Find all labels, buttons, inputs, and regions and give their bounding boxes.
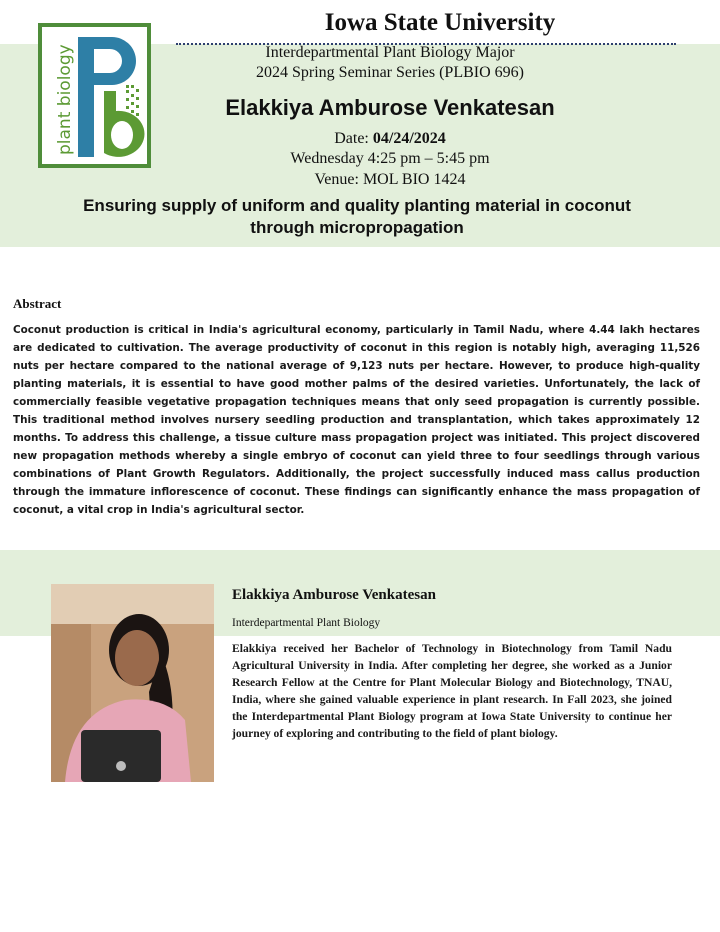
talk-title-line: Ensuring supply of uniform and quality planting material in coconut (83, 196, 631, 215)
seminar-venue: Venue: MOL BIO 1424 (314, 171, 466, 188)
seminar-time: Wednesday 4:25 pm – 5:45 pm (290, 150, 490, 167)
bio-body: Elakkiya received her Bachelor of Technology in Biotechnology from Tamil Nadu Agricultural University in India. After completing her degree, she worked as a Junior Research Fellow at the Centre for Plant Molecular Biology and Biotechnology, TNAU, India, where she gained valuable experience in plant research. In Fall 2023, she joined the Interdepartmental Plant Biology program at Iowa State University to continue her journey of exploring and contributing to the field of plant biology. (232, 642, 672, 740)
university-name: Iowa State University (324, 9, 556, 36)
bio-department: Interdepartmental Plant Biology (232, 617, 381, 629)
date-label: Date: (334, 130, 373, 147)
abstract-body: Coconut production is critical in India's agricultural economy, particularly in Tamil Nadu, where 4.44 lakh hectares are dedicated to cultivation. The average productivity of coconut in this region is notably high, averaging 11,526 nuts per hectare compared to the national average of 9,123 nuts per hectare. However, to produce high-quality planting materials, it is essential to have good mother palms of the desired varieties. Unfortunately, the lack of commercially feasible vegetative propagation techniques means that only seed propagation is currently possible. This traditional method involves nursery seedling production and transplantation, which takes approximately 12 months. To address this challenge, a tissue culture mass propagation project was initiated. This project discovered new propagation methods whereby a single embryo of coconut can yield three to four seedlings through various combinations of Plant Growth Regulators. Additionally, the project successfully induced mass callus production through the immature inflorescence of coconut. These findings can significantly enhance the mass propagation of coconut, a vital crop in India's agricultural sector. (13, 324, 700, 516)
talk-title-line: through micropropagation (250, 218, 464, 237)
speaker-photo (51, 584, 214, 782)
speaker-portrait-icon (51, 584, 214, 782)
major-name: Interdepartmental Plant Biology Major (265, 44, 515, 61)
seminar-date (160, 130, 620, 148)
abstract-heading: Abstract (13, 296, 62, 311)
pb-logo-icon (42, 27, 147, 164)
date-value: 04/24/2024 (372, 130, 446, 147)
talk-title (0, 195, 714, 239)
bio-speaker-name: Elakkiya Amburose Venkatesan (232, 587, 436, 603)
seminar-series: 2024 Spring Seminar Series (PLBIO 696) (256, 64, 524, 81)
speaker-name: Elakkiya Amburose Venkatesan (225, 95, 555, 120)
svg-text:plant biology: plant biology (55, 44, 75, 155)
plant-biology-logo (38, 23, 151, 168)
